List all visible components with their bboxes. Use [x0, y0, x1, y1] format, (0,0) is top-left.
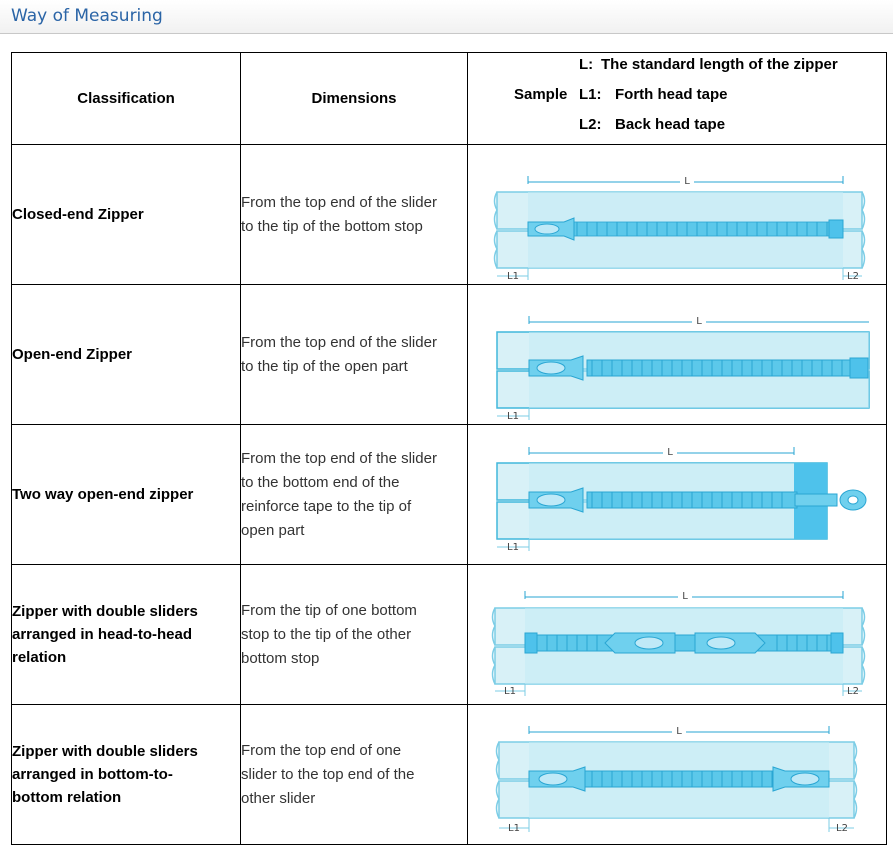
- dimension-l2-label: L2: [847, 685, 859, 697]
- dimensions-line: From the top end of the slider: [241, 193, 437, 211]
- dimensions-cell: [241, 565, 468, 705]
- sample-header-cell: [468, 53, 887, 145]
- dimension-l1-label: L1: [508, 822, 520, 834]
- classification-cell: [12, 425, 241, 565]
- classification-line: relation: [12, 649, 67, 666]
- table-row: [12, 565, 887, 705]
- sample-cell: [468, 705, 887, 845]
- dimensions-line: From the tip of one bottom: [241, 601, 417, 619]
- classification-line: arranged in bottom-to-: [12, 766, 173, 783]
- legend-l1-text: Forth head tape: [615, 86, 728, 103]
- bottom-stop: [829, 220, 843, 238]
- dimensions-line: other slider: [241, 789, 316, 807]
- classification-line: Zipper with double sliders: [12, 743, 198, 760]
- zipper-teeth: [572, 222, 832, 236]
- dimension-l-label: L: [682, 590, 688, 602]
- dimension-l-label: L: [676, 725, 682, 737]
- classification-line: bottom relation: [12, 789, 122, 806]
- legend-l2-key: L2:: [579, 116, 602, 133]
- sample-cell: [468, 145, 887, 285]
- header-row: [12, 53, 887, 145]
- dimension-l1-label: L1: [507, 541, 519, 553]
- dimension-l2-label: L2: [847, 270, 859, 280]
- dimensions-header: Dimensions: [241, 53, 468, 145]
- legend-l-text: The standard length of the zipper: [601, 56, 838, 73]
- dimensions-line: to the tip of the open part: [241, 357, 408, 375]
- slider: [695, 633, 765, 653]
- classification-cell: [12, 705, 241, 845]
- sample-label: Sample: [514, 86, 568, 103]
- classification-line: Zipper with double sliders: [12, 603, 198, 620]
- slider: [773, 767, 829, 791]
- section-header: [0, 0, 893, 34]
- dimensions-line: open part: [241, 521, 305, 539]
- measuring-table: [11, 52, 887, 845]
- classification-cell: [12, 145, 241, 285]
- slider: [605, 633, 675, 653]
- dimensions-line: stop to the tip of the other: [241, 625, 412, 643]
- slider: [529, 356, 583, 380]
- dimension-l1-label: L1: [504, 685, 516, 697]
- classification-line: arranged in head-to-head: [12, 626, 193, 643]
- page-title: Way of Measuring: [11, 6, 163, 26]
- sample-cell: [468, 425, 887, 565]
- two-way-open-end-zipper-diagram: [477, 430, 877, 560]
- table-row: [12, 705, 887, 845]
- dimension-l2-label: L2: [836, 822, 848, 834]
- open-end-box: [850, 358, 868, 378]
- dimension-l1-label: L1: [507, 410, 519, 420]
- dimensions-cell: [241, 285, 468, 425]
- sample-legend: [468, 53, 886, 144]
- legend-l-key: L:: [579, 56, 594, 73]
- zipper-teeth: [525, 635, 843, 651]
- dimensions-line: bottom stop: [241, 649, 320, 667]
- dimension-l1-label: L1: [507, 270, 519, 280]
- open-end-zipper-diagram: [477, 290, 877, 420]
- bottom-stop: [525, 633, 537, 653]
- dimensions-cell: [241, 705, 468, 845]
- dimensions-line: to the tip of the bottom stop: [241, 217, 423, 235]
- slider: [529, 767, 585, 791]
- bottom-to-bottom-zipper-diagram: [477, 710, 877, 840]
- table-row: [12, 145, 887, 285]
- sample-cell: [468, 565, 887, 705]
- zipper-teeth: [585, 771, 775, 787]
- table-row: [12, 285, 887, 425]
- dimensions-cell: [241, 145, 468, 285]
- dimension-l-label: L: [684, 175, 690, 187]
- dimensions-line: to the bottom end of the: [241, 473, 400, 491]
- dimensions-line: reinforce tape to the tip of: [241, 497, 412, 515]
- sample-cell: [468, 285, 887, 425]
- bottom-stop: [831, 633, 843, 653]
- dimensions-line: slider to the top end of the: [241, 765, 415, 783]
- classification-cell: [12, 285, 241, 425]
- dimensions-line: From the top end of one: [241, 741, 402, 759]
- classification-line: Closed-end Zipper: [12, 206, 144, 223]
- slider: [529, 488, 583, 512]
- dimensions-line: From the top end of the slider: [241, 449, 437, 467]
- legend-l1-key: L1:: [579, 86, 602, 103]
- dimensions-line: From the top end of the slider: [241, 333, 437, 351]
- dimensions-cell: [241, 425, 468, 565]
- legend-l2-text: Back head tape: [615, 116, 726, 133]
- classification-header: Classification: [12, 53, 241, 145]
- closed-end-zipper-diagram: [477, 150, 877, 280]
- classification-line: Two way open-end zipper: [12, 486, 194, 503]
- head-to-head-zipper-diagram: [477, 570, 877, 700]
- table-row: [12, 425, 887, 565]
- classification-line: Open-end Zipper: [12, 346, 132, 363]
- dimension-l-label: L: [696, 315, 702, 327]
- classification-cell: [12, 565, 241, 705]
- dimension-l-label: L: [667, 446, 673, 458]
